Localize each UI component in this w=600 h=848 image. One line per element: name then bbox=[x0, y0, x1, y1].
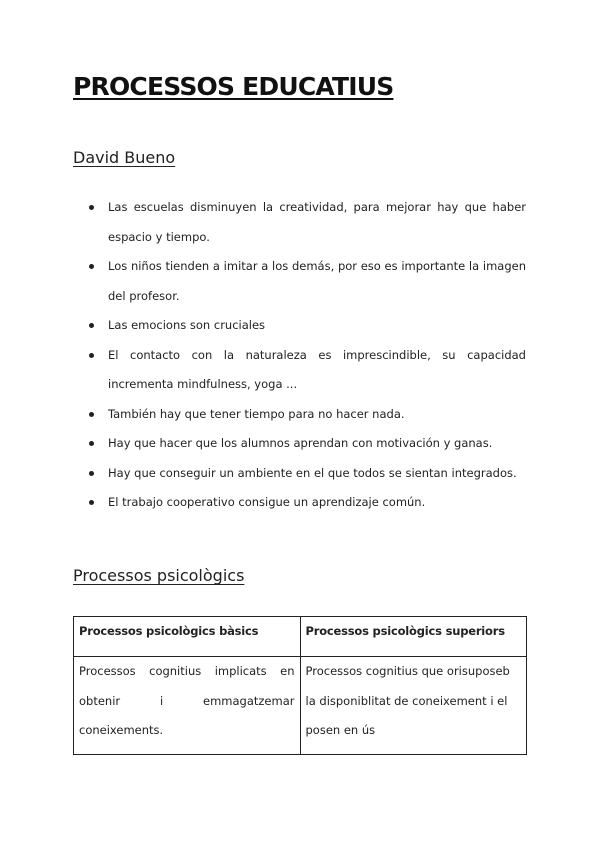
table-header-row bbox=[74, 617, 527, 657]
bullet-icon bbox=[89, 353, 94, 358]
document-title: PROCESSOS EDUCATIUS bbox=[73, 72, 394, 101]
list-item-text: Las escuelas disminuyen la creatividad, para mejorar hay que haber espacio y tiempo. bbox=[108, 200, 526, 244]
table-cell-superior: Processos cognitius que orisuposeb la disponiblitat de coneixement i el posen en ús bbox=[300, 657, 527, 755]
list-item-text: Las emocions son cruciales bbox=[108, 318, 266, 332]
list-item-text: También hay que tener tiempo para no hacer nada. bbox=[108, 406, 405, 421]
bullet-icon bbox=[89, 441, 94, 446]
bullet-icon bbox=[89, 412, 94, 417]
list-item bbox=[86, 341, 526, 400]
list-item bbox=[86, 429, 526, 459]
list-item bbox=[86, 459, 526, 489]
bullet-icon bbox=[89, 264, 94, 269]
bullet-list bbox=[86, 193, 526, 518]
bullet-icon bbox=[89, 471, 94, 476]
bullet-icon bbox=[89, 205, 94, 210]
list-item bbox=[86, 311, 526, 341]
section-heading-david-bueno: David Bueno bbox=[73, 148, 176, 167]
table-cell-basic: Processos cognitius implicats en obtenir i emmagatzemar coneixements. bbox=[74, 657, 301, 755]
processes-table bbox=[73, 616, 527, 755]
table-row bbox=[74, 657, 527, 755]
list-item-text: El trabajo cooperativo consigue un aprendizaje común. bbox=[108, 495, 426, 509]
list-item-text: Hay que conseguir un ambiente en el que todos se sientan integrados. bbox=[108, 465, 517, 480]
list-item-text: El contacto con la naturaleza es imprescindible, su capacidad incrementa mindfulness, yoga ... bbox=[108, 347, 526, 391]
list-item-text: Hay que hacer que los alumnos aprendan con motivación y ganas. bbox=[108, 436, 493, 450]
table-header-superior: Processos psicològics superiors bbox=[300, 617, 527, 657]
list-item-text: Los niños tienden a imitar a los demás, por eso es importante la imagen del profesor. bbox=[108, 259, 526, 303]
bullet-icon bbox=[89, 323, 94, 328]
table-header-basic: Processos psicològics bàsics bbox=[74, 617, 301, 657]
list-item bbox=[86, 252, 526, 311]
bullet-icon bbox=[89, 500, 94, 505]
list-item bbox=[86, 400, 526, 430]
list-item bbox=[86, 488, 526, 518]
section-heading-processos-psicologics: Processos psicològics bbox=[73, 566, 245, 585]
list-item bbox=[86, 193, 526, 252]
